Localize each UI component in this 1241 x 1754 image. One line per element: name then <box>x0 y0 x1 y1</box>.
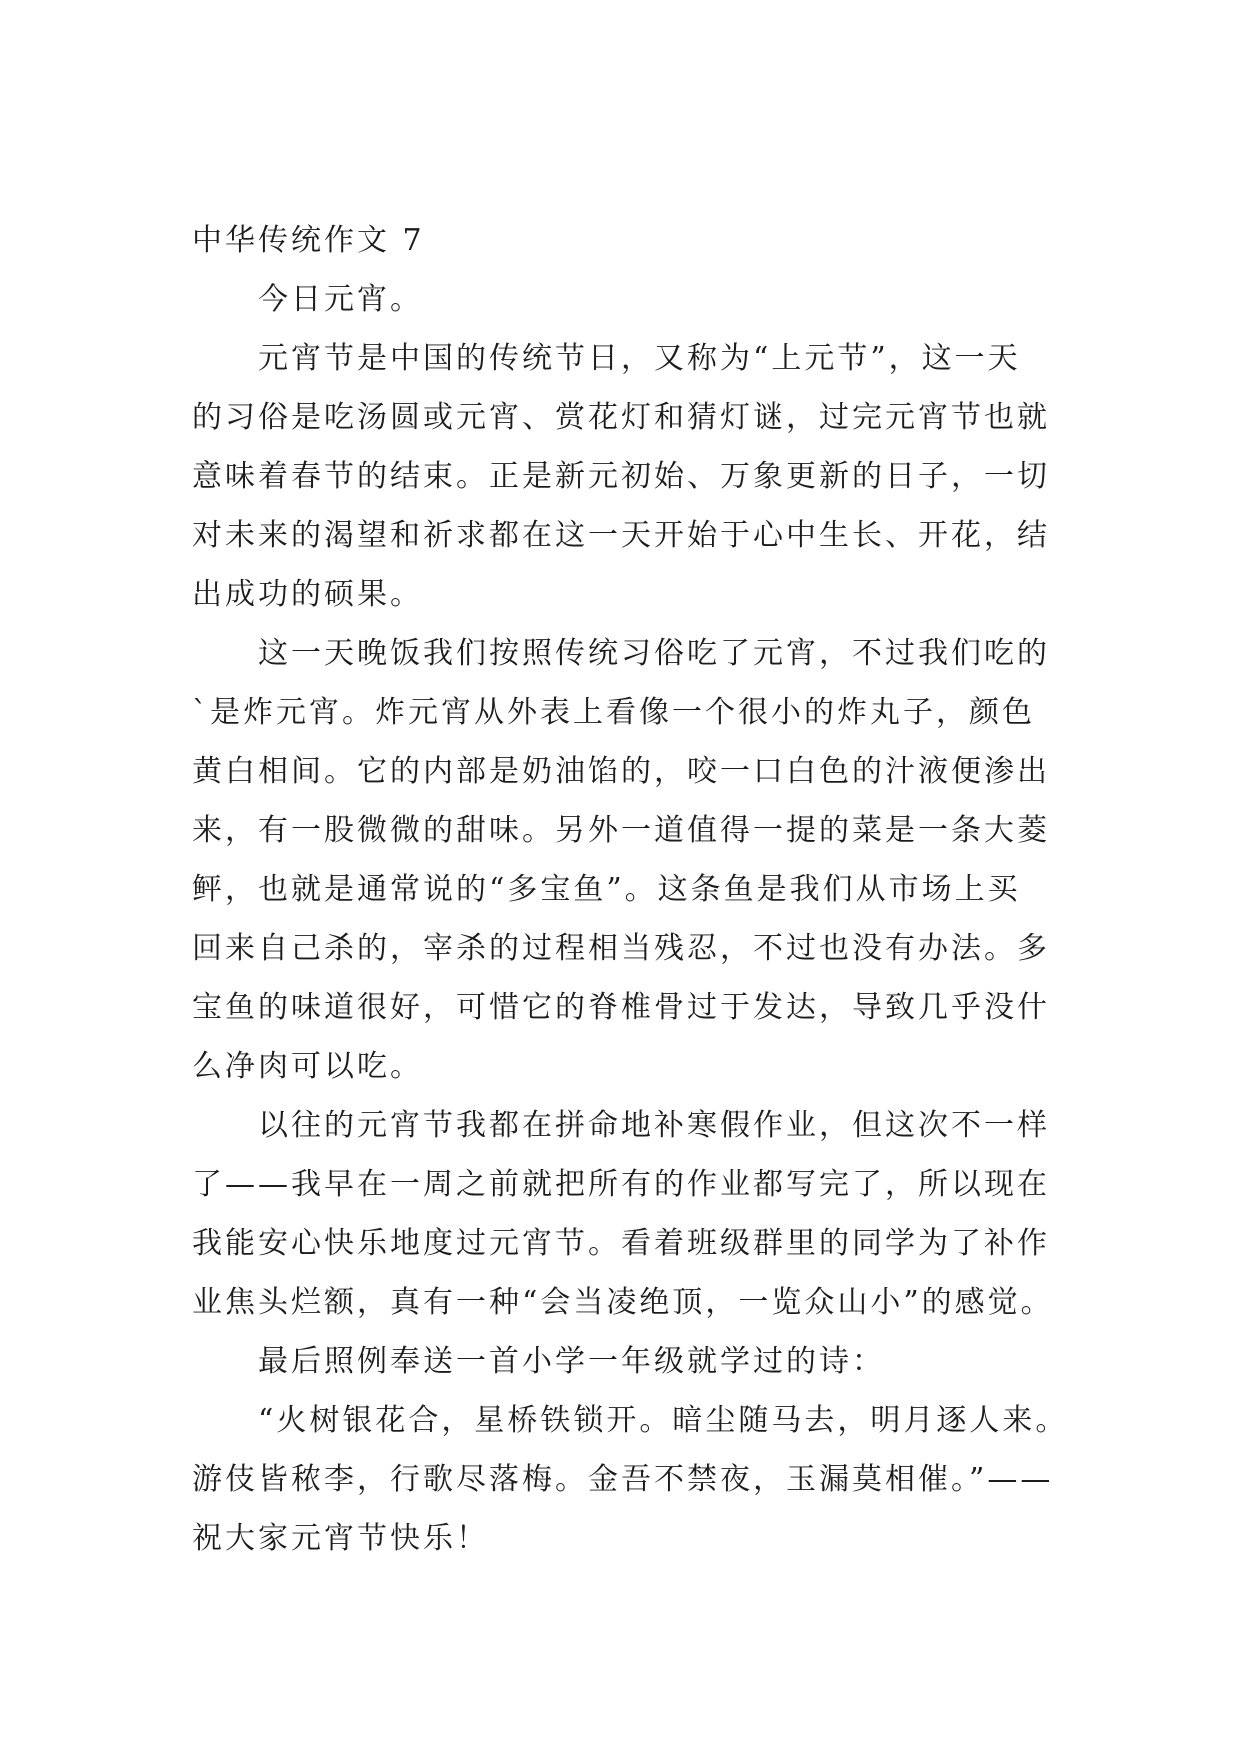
document-title: 中华传统作文 7 <box>192 223 425 258</box>
text-line: 业焦头烂额，真有一种“会当凌绝顶，一览众山小”的感觉。 <box>192 1285 1054 1320</box>
text-line: 回来自己杀的，宰杀的过程相当残忍，不过也没有办法。多 <box>192 931 1050 966</box>
text-line: 么净肉可以吃。 <box>192 1049 423 1084</box>
text-line: 对未来的渴望和祈求都在这一天开始于心中生长、开花，结 <box>192 518 1050 553</box>
text-line: 鲆，也就是通常说的“多宝鱼”。这条鱼是我们从市场上买 <box>192 872 1021 907</box>
text-line: “火树银花合，星桥铁锁开。暗尘随马去，明月逐人来。 <box>258 1403 1069 1438</box>
text-line: 来，有一股微微的甜味。另外一道值得一提的菜是一条大菱 <box>192 813 1050 848</box>
text-line: 的习俗是吃汤圆或元宵、赏花灯和猜灯谜，过完元宵节也就 <box>192 400 1050 435</box>
text-line: 我能安心快乐地度过元宵节。看着班级群里的同学为了补作 <box>192 1226 1050 1261</box>
document-body <box>192 211 1092 1568</box>
paragraph <box>192 270 1092 329</box>
text-line: 这一天晚饭我们按照传统习俗吃了元宵，不过我们吃的 <box>258 636 1050 671</box>
text-line: 以往的元宵节我都在拼命地补寒假作业，但这次不一样 <box>258 1108 1050 1143</box>
paragraph <box>192 1332 1092 1391</box>
text-line: 出成功的硕果。 <box>192 577 423 612</box>
text-line: 宝鱼的味道很好，可惜它的脊椎骨过于发达，导致几乎没什 <box>192 990 1050 1025</box>
paragraph <box>192 329 1092 624</box>
text-line: 今日元宵。 <box>258 282 423 317</box>
paragraph <box>192 1096 1092 1332</box>
paragraph <box>192 624 1092 1096</box>
text-line: 了——我早在一周之前就把所有的作业都写完了，所以现在 <box>192 1167 1050 1202</box>
text-line: 元宵节是中国的传统节日，又称为“上元节”，这一天 <box>258 341 1021 376</box>
text-line: 祝大家元宵节快乐！ <box>192 1521 489 1556</box>
text-line: 游伎皆秾李，行歌尽落梅。金吾不禁夜，玉漏莫相催。”—— <box>192 1462 1054 1497</box>
text-line: 意味着春节的结束。正是新元初始、万象更新的日子，一切 <box>192 459 1050 494</box>
text-line: 最后照例奉送一首小学一年级就学过的诗： <box>258 1344 885 1379</box>
text-line: `是炸元宵。炸元宵从外表上看像一个很小的炸丸子，颜色 <box>192 695 1035 730</box>
paragraph <box>192 1391 1092 1568</box>
text-line: 黄白相间。它的内部是奶油馅的，咬一口白色的汁液便渗出 <box>192 754 1050 789</box>
